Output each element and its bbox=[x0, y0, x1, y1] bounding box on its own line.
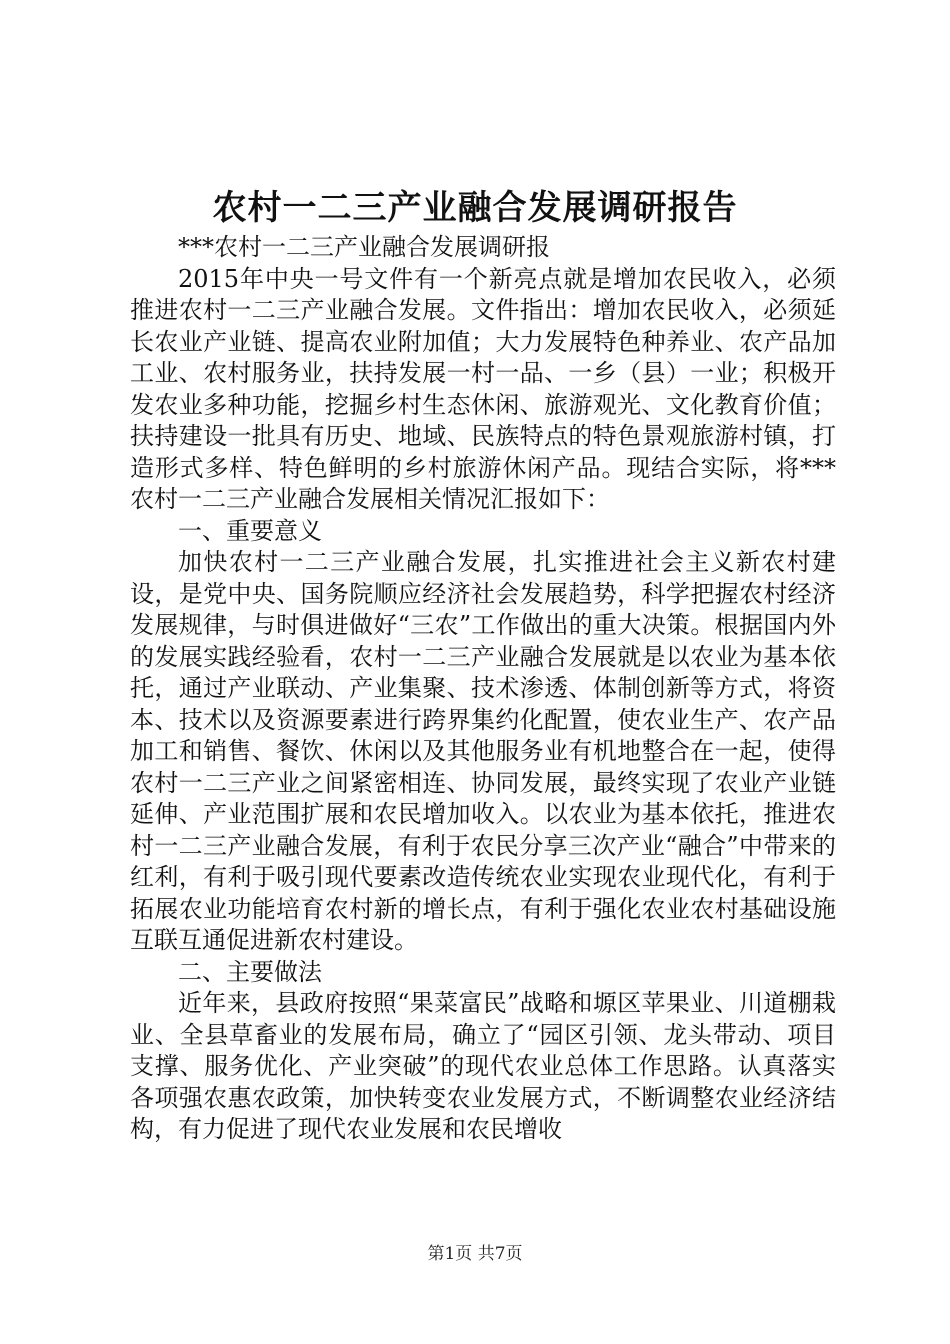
section-paragraph-practices: 近年来，县政府按照“果菜富民”战略和塬区苹果业、川道棚栽业、全县草畜业的发展布局，确立了“园区引领、龙头带动、项目支撑、服务优化、产业突破”的现代农业总体工作思路。认真落实各项强农惠农政策，加快转变农业发展方式，不断调整农业经济结构，有力促进了现代农业发展和农民增收 bbox=[130, 989, 836, 1143]
document-title: 农村一二三产业融合发展调研报告 bbox=[212, 188, 738, 228]
intro-paragraph: 2015年中央一号文件有一个新亮点就是增加农民收入，必须推进农村一二三产业融合发展。文件指出：增加农民收入，必须延长农业产业链、提高农业附加值；大力发展特色种养业、农产品加工业、农村服务业，扶持发展一村一品、一乡（县）一业；积极开发农业多种功能，挖掘乡村生态休闲、旅游观光、文化教育价值；扶持建设一批具有历史、地域、民族特点的特色景观旅游村镇，打造形式多样、特色鲜明的乡村旅游休闲产品。现结合实际，将***农村一二三产业融合发展相关情况汇报如下： bbox=[130, 264, 836, 513]
document-body bbox=[130, 232, 836, 1146]
section-heading-significance: 一、重要意义 bbox=[178, 516, 322, 545]
section-heading-practices: 二、主要做法 bbox=[178, 957, 322, 986]
document-subtitle: ***农村一二三产业融合发展调研报 bbox=[178, 233, 550, 261]
section-paragraph-significance: 加快农村一二三产业融合发展，扎实推进社会主义新农村建设，是党中央、国务院顺应经济社会发展趋势，科学把握农村经济发展规律，与时俱进做好“三农”工作做出的重大决策。根据国内外的发展实践经验看，农村一二三产业融合发展就是以农业为基本依托，通过产业联动、产业集聚、技术渗透、体制创新等方式，将资本、技术以及资源要素进行跨界集约化配置，使农业生产、农产品加工和销售、餐饮、休闲以及其他服务业有机地整合在一起，使得农村一二三产业之间紧密相连、协同发展，最终实现了农业产业链延伸、产业范围扩展和农民增加收入。以农业为基本依托，推进农村一二三产业融合发展，有利于农民分享三次产业“融合”中带来的红利，有利于吸引现代要素改造传统农业实现农业现代化，有利于拓展农业功能培育农村新的增长点，有利于强化农业农村基础设施互联互通促进新农村建设。 bbox=[130, 548, 836, 954]
page-number-footer: 第1页 共7页 bbox=[427, 1244, 523, 1264]
